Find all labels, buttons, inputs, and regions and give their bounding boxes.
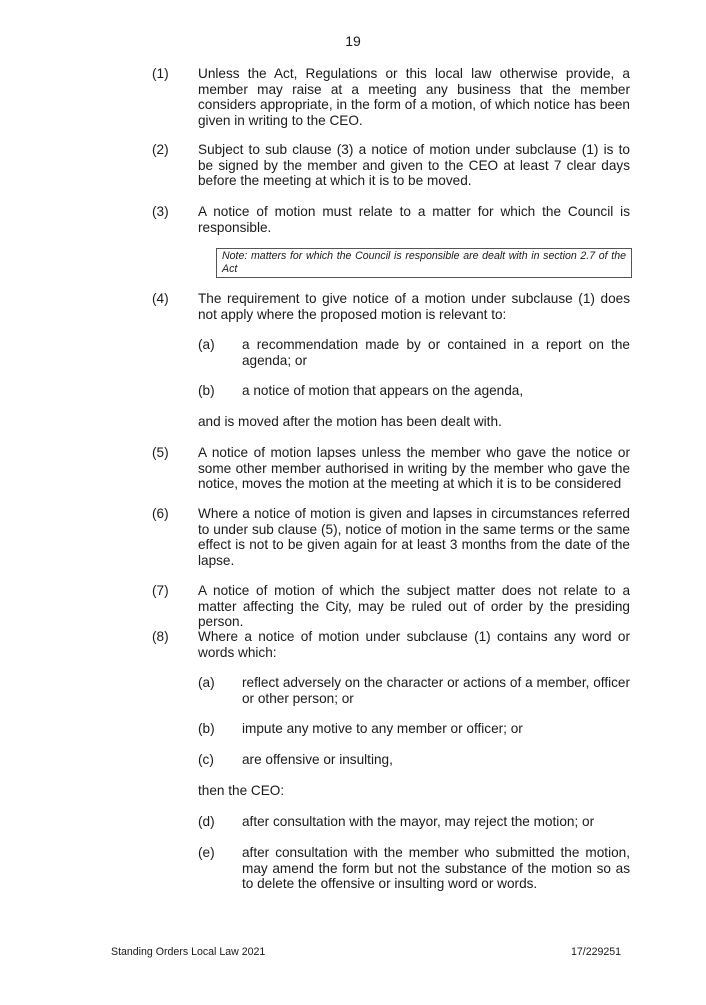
item-letter: (a) [198,337,215,352]
clause-8-then: then the CEO: [198,783,285,798]
clause-1 [152,66,630,128]
clause-5 [152,445,630,492]
clause-text: The requirement to give notice of a motion under subclause (1) does not apply where the proposed motion is relevant to: [198,291,630,322]
clause-2 [152,142,630,189]
note-box: Note: matters for which the Council is responsible are dealt with in section 2.7 of the Act [216,248,632,278]
item-text: are offensive or insulting, [242,752,393,767]
clause-6 [152,506,630,568]
item-text: after consultation with the member who submitted the motion, may amend the form but not the substance of the motion so as to delete the offensive or insulting word or words. [242,845,630,892]
item-letter: (d) [198,814,215,829]
clause-number: (4) [152,291,169,306]
item-letter: (c) [198,752,214,767]
clause-7 [152,583,630,630]
item-letter: (a) [198,675,215,690]
clause-4 [152,291,630,322]
clause-8-action-d [198,814,630,830]
item-text: a recommendation made by or contained in a report on the agenda; or [242,337,630,368]
clause-8 [152,629,630,660]
item-letter: (e) [198,845,215,860]
clause-number: (3) [152,204,169,219]
clause-number: (6) [152,506,169,521]
clause-text: Where a notice of motion is given and lapses in circumstances referred to under sub clause (5), notice of motion in the same terms or the same effect is not to be given again for at least 3 months from the date of the lapse. [198,506,630,568]
page-number: 19 [345,33,361,49]
item-text: after consultation with the mayor, may reject the motion; or [242,814,595,829]
item-text: a notice of motion that appears on the agenda, [242,383,524,398]
item-letter: (b) [198,721,215,736]
clause-8-item-b [198,721,630,737]
clause-4-tail: and is moved after the motion has been dealt with. [198,414,502,429]
item-text: reflect adversely on the character or actions of a member, officer or other person; or [242,675,630,706]
clause-3 [152,204,630,235]
clause-text: A notice of motion lapses unless the member who gave the notice or some other member authorised in writing by the member who gave the notice, moves the motion at the meeting at which it is to be considered [198,445,630,492]
clause-8-item-c [198,752,630,768]
item-letter: (b) [198,383,215,398]
clause-text: A notice of motion must relate to a matter for which the Council is responsible. [198,204,630,235]
footer-reference: 17/229251 [571,946,622,958]
clause-4-item-a [198,337,630,368]
clause-number: (2) [152,142,169,157]
item-text: impute any motive to any member or officer; or [242,721,523,736]
clause-number: (8) [152,629,169,644]
clause-text: Unless the Act, Regulations or this local law otherwise provide, a member may raise at a meeting any business that the member considers appropriate, in the form of a motion, of which notice has been given in writing to the CEO. [198,66,630,128]
clause-8-action-e [198,845,630,892]
clause-text: A notice of motion of which the subject matter does not relate to a matter affecting the City, may be ruled out of order by the presiding person. [198,583,630,630]
clause-text: Subject to sub clause (3) a notice of motion under subclause (1) is to be signed by the member and given to the CEO at least 7 clear days before the meeting at which it is to be moved. [198,142,630,189]
clause-8-item-a [198,675,630,706]
footer-title: Standing Orders Local Law 2021 [111,946,266,958]
clause-number: (5) [152,445,169,460]
clause-4-item-b [198,383,630,399]
clause-number: (7) [152,583,169,598]
clause-text: Where a notice of motion under subclause (1) contains any word or words which: [198,629,630,660]
clause-number: (1) [152,66,169,81]
